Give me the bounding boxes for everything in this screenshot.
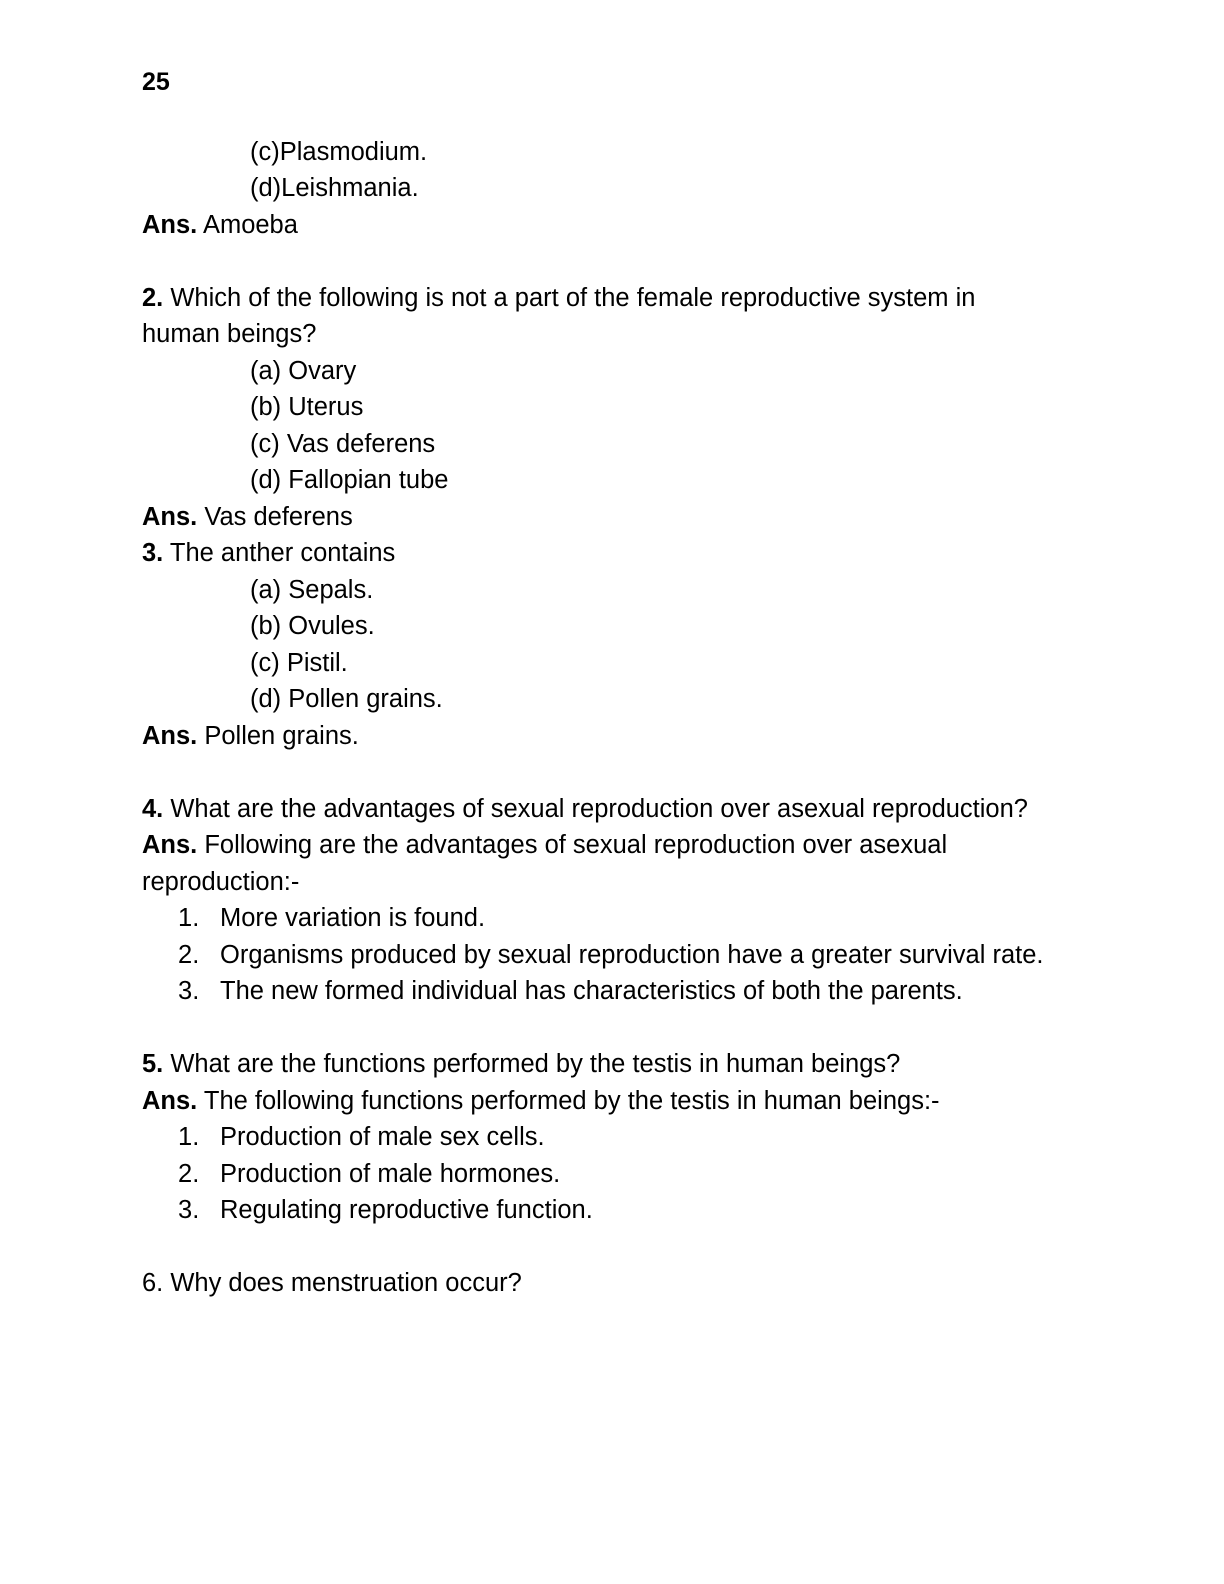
question-number: 2. [142,283,164,312]
answer-label: Ans. [142,502,198,531]
list-item: The new formed individual has characteristics of both the parents. [220,977,963,1006]
answer-label: Ans. [142,831,198,860]
option-item: (c) Vas deferens [250,429,436,458]
question-text: What are the functions performed by the testis in human beings? [163,1050,901,1079]
answer-label: Ans. [142,210,198,239]
page-number: 25 [142,68,170,96]
option-item: (d)Leishmania. [250,174,419,203]
list-item: Production of male hormones. [220,1159,561,1188]
option-item: (b) Ovules. [250,612,375,641]
question-line [142,791,1052,828]
option-item: (d) Pollen grains. [250,685,443,714]
answer-text: Amoeba [197,210,298,239]
blank-line [142,754,1052,791]
answer-line [142,499,1052,536]
answer-text: Vas deferens [197,502,353,531]
list-item: Regulating reproductive function. [220,1196,593,1225]
answer-line [142,718,1052,755]
blank-line [142,1229,1052,1266]
question-block-6 [142,1265,1052,1302]
option-item: (a) Sepals. [250,575,374,604]
answer-text: Following are the advantages of sexual reproduction over asexual reproduction:- [142,831,948,896]
question-block-3 [142,535,1052,754]
question-block-carryover [142,134,1052,244]
answer-label: Ans. [142,1086,198,1115]
answer-text: The following functions performed by the testis in human beings:- [197,1086,940,1115]
answer-label: Ans. [142,721,198,750]
question-text: The anther contains [163,539,396,568]
option-item: (d) Fallopian tube [250,466,449,495]
option-item: (b) Uterus [250,393,364,422]
option-item: (c)Plasmodium. [250,137,428,166]
list-item: Production of male sex cells. [220,1123,545,1152]
blank-line [142,1010,1052,1047]
answer-list [142,900,1052,1010]
blank-line [142,243,1052,280]
question-line [142,280,1052,353]
question-text: Which of the following is not a part of the female reproductive system in human beings? [142,283,976,349]
question-number: 4. [142,794,164,823]
question-block-5 [142,1046,1052,1229]
answer-line [142,207,1052,244]
question-number: 5. [142,1050,164,1079]
list-item: More variation is found. [220,904,486,933]
page-content [142,66,1052,1302]
question-text: What are the advantages of sexual reproduction over asexual reproduction? [163,794,1028,823]
question-number: 3. [142,539,164,568]
answer-list [142,1119,1052,1229]
question-block-4 [142,791,1052,1010]
answer-line [142,827,1052,900]
answer-text: Pollen grains. [197,721,359,750]
question-line [142,1046,1052,1083]
option-item: (a) Ovary [250,356,357,385]
question-block-2 [142,280,1052,536]
option-item: (c) Pistil. [250,648,348,677]
answer-line [142,1083,1052,1120]
question-line [142,535,1052,572]
list-item: Organisms produced by sexual reproduction have a greater survival rate. [220,940,1044,969]
question-line: 6. Why does menstruation occur? [142,1269,522,1298]
